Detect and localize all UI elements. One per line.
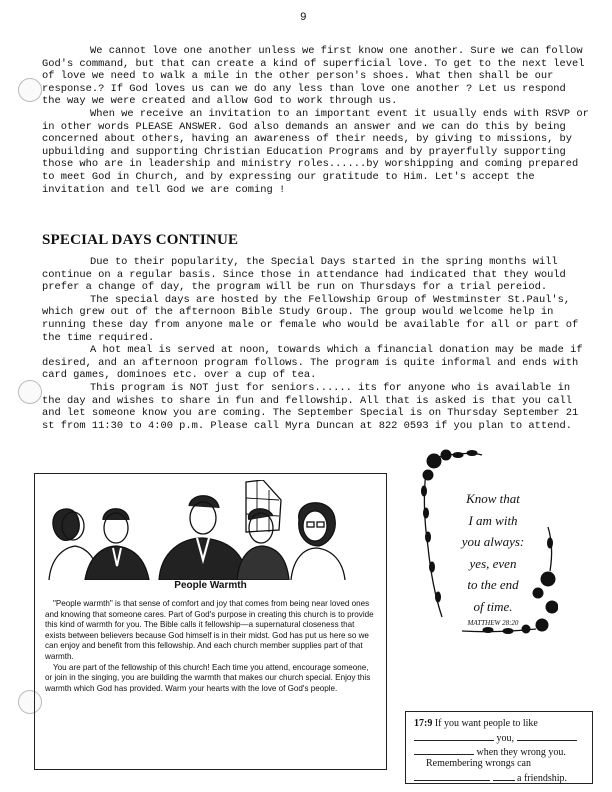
warmth-paragraph: "People warmth" is that sense of comfort and joy that comes from being near loved ones and knowing that someone cares. Part of God's purpose in creating this church is to provide this kind of warmth for you. The Bible calls it fellowship—a supernatural closeness that exists between believers because God himself is in their midst. God has put us here so we can enjoy and benefit from this fellowship. And each church member supplies part of that warmth. [45, 599, 374, 661]
verse-line: to the end [467, 577, 519, 592]
binder-hole-top [18, 78, 42, 102]
fellowship-illustration [41, 480, 381, 580]
special-paragraph: This program is NOT just for seniors...... its for anyone who is available in the day and wishes to share in fun and fellowship. All that is asked is that you call and let someone know you are coming. The September Special is on Thursday September 21 st from 11:30 to 4:00 p.m. Please call Myra Duncan at 822 0593 if you plan to attend. [42, 381, 579, 432]
puzzle-line: a friendship. [517, 773, 567, 784]
verse-line: I am with [468, 512, 518, 528]
puzzle-blank [517, 731, 577, 741]
verse-line: of time. [473, 598, 513, 614]
binder-hole-middle [18, 380, 42, 404]
puzzle-line: you, [496, 733, 514, 744]
page-number: 9 [300, 12, 307, 24]
verse-text [448, 488, 538, 617]
verse-line: yes, even [469, 555, 517, 571]
special-paragraph: Due to their popularity, the Special Days started in the spring months will continue on a regular basis. Since those in attendance had indicated that they would prefer a change of day, the program will be run on Thursdays for a trial pereiod. [42, 256, 566, 294]
warmth-body [45, 599, 375, 694]
special-paragraph: The special days are hosted by the Fellowship Group of Westminster St.Paul's, which grew out of the afternoon Bible Study Group. The group would welcome help in running these day from anyone male or female who would be available for all or part of the time required. [42, 293, 579, 344]
verse-line: you always: [461, 534, 525, 549]
warmth-title: People Warmth [174, 580, 247, 591]
people-warmth-box [34, 473, 387, 770]
intro-paragraph: When we receive an invitation to an important event it usually ends with RSVP or in other words PLEASE ANSWER. God also demands an answer and we can do this by being concerned about others, having an awareness of their needs, by giving to missions, by upbuilding and supporting Christian Education Programs and by prayerfully supporting those who are in leadership and ministry roles......by worshipping and coming prepared to meet God in Church, and by expressing our gratitude to Him. Let's accept the invitation and tell God we are coming ! [42, 107, 589, 196]
puzzle-line: Remembering wrongs can [426, 758, 531, 769]
puzzle-blank [414, 771, 490, 781]
special-paragraph: A hot meal is served at noon, towards which a financial donation may be made if desired, and an afternoon program follows. The program is quite informal and ends with card games, dominoes etc. over a cup of tea. [42, 344, 583, 382]
warmth-paragraph: You are part of the fellowship of this church! Each time you attend, encourage someone, or join in the singing, you are building the warmth that makes our church special. Enjoy this warmth which God has provided. Warm your hearts with the love of God's people. [45, 662, 371, 693]
verse-line: Know that [466, 491, 520, 506]
verse-reference: MATTHEW 28:20 [467, 619, 519, 627]
puzzle-blank [414, 731, 494, 741]
puzzle-blank [493, 771, 515, 781]
section-heading: SPECIAL DAYS CONTINUE [42, 232, 239, 248]
puzzle-blank [414, 745, 474, 755]
special-days-section [42, 256, 590, 432]
puzzle-ref: 17:9 [414, 718, 433, 729]
puzzle-line: when they wrong you. [476, 747, 566, 758]
friendship-puzzle-box [405, 711, 593, 784]
intro-paragraph: We cannot love one another unless we first know one another. Sure we can follow God's command, but that can create a kind of superficial love. To get to the next level of love we need to walk a mile in the other person's shoes. What then shall be our response.? If God loves us can we do any less than love one another ? Let us respond the way we were created and allow God to work through us. [42, 45, 585, 108]
puzzle-line: If you want people to like [434, 718, 538, 729]
intro-section [42, 45, 590, 196]
